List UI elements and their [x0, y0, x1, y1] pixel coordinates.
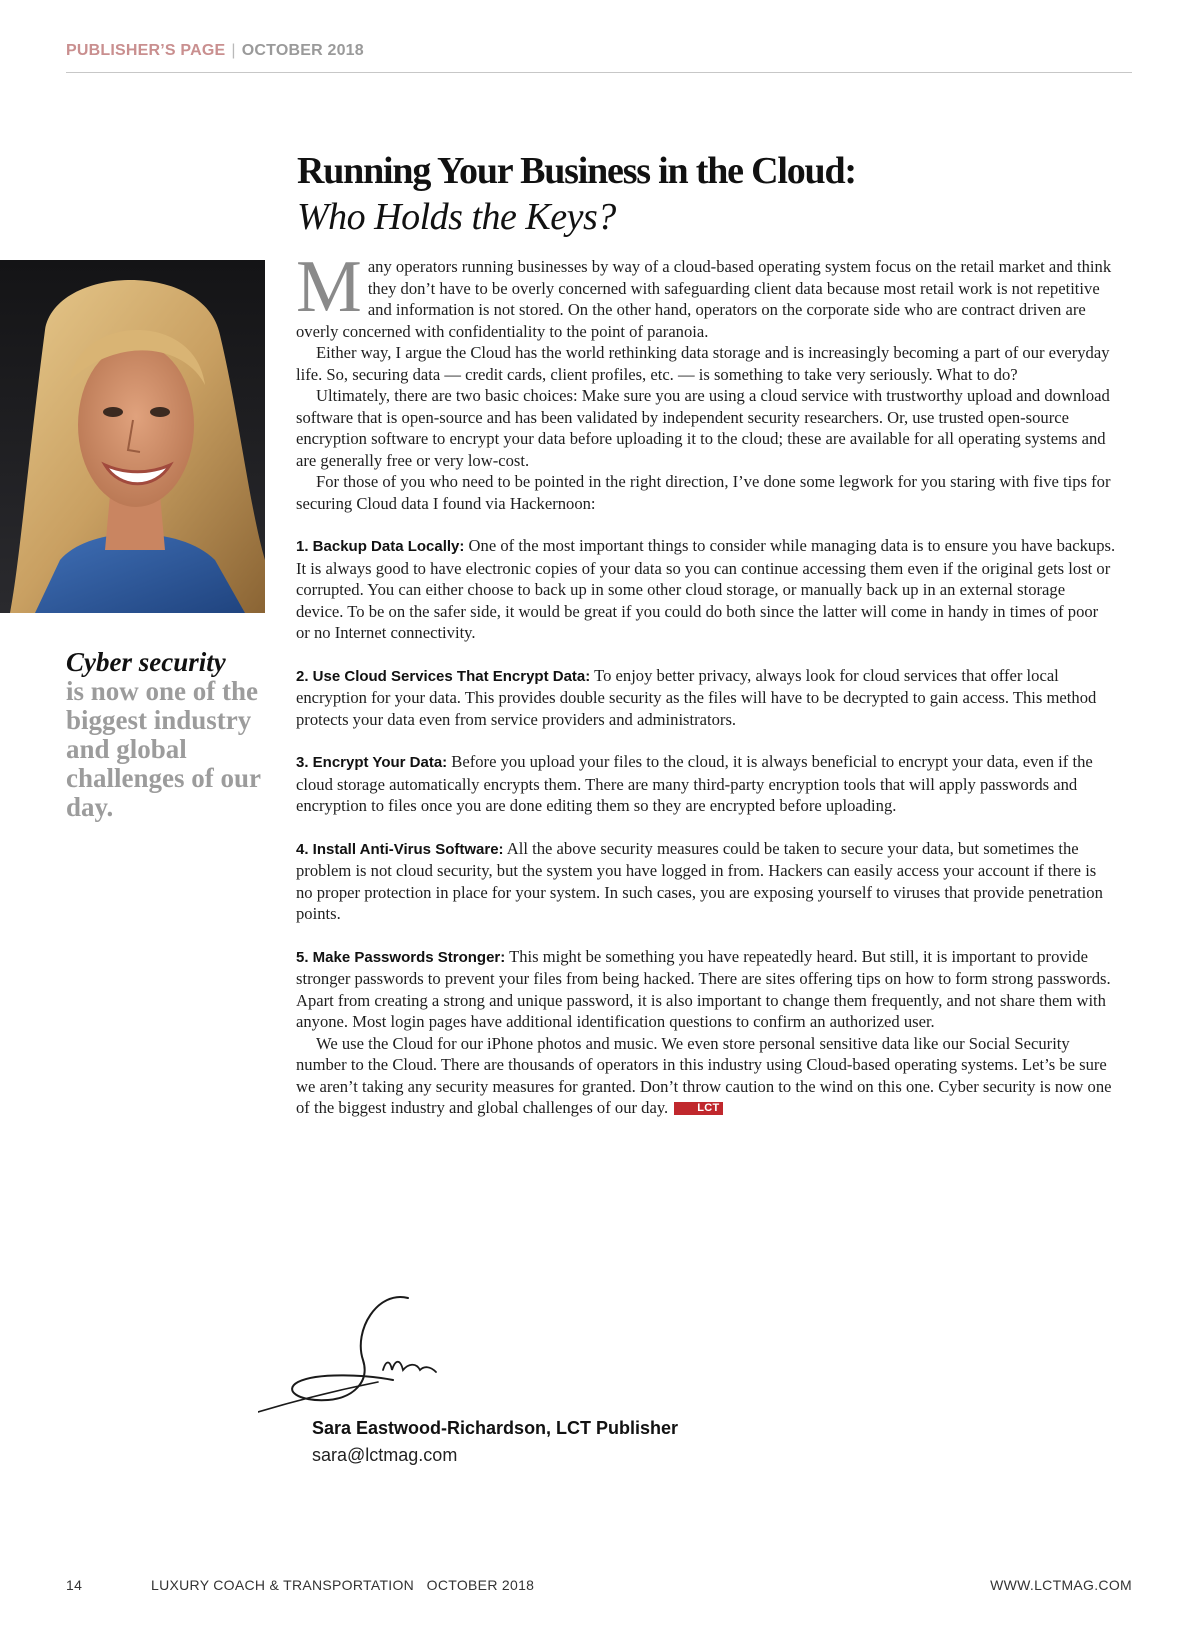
website-link[interactable]: WWW.LCTMAG.COM: [990, 1577, 1132, 1593]
tip-text: One of the most important things to consider while managing data is to ensure you have backups. It is always good to have electronic copies of your data so you can continue accessing them even if the original gets lost or corrupted. You can either choose to back up in some other cloud storage, or manually back up in an external storage device. To be on the safer side, it would be great if you could do both since the latter will come in handy in times of poor or no Internet connectivity.: [296, 536, 1116, 642]
author-photo: [0, 260, 265, 613]
tip-text: Before you upload your files to the cloud, it is always beneficial to encrypt your data, even if the cloud storage automatically encrypts them. There are many third-party encryption tools that will apply passwords and encryption to files once you are done editing them so they are encrypted before uploading.: [296, 752, 1093, 815]
paragraph-intro: [296, 246, 1116, 342]
page-number: 14: [66, 1577, 83, 1593]
portrait-illustration: [0, 260, 265, 613]
author-name: Sara Eastwood-Richardson, LCT Publisher: [312, 1418, 679, 1438]
tip-item: [296, 946, 1116, 1033]
tip-item: [296, 838, 1116, 925]
tip-item: [296, 665, 1116, 731]
issue-label: OCTOBER 2018: [241, 42, 364, 59]
publication-name: LUXURY COACH & TRANSPORTATION OCTOBER 2018: [151, 1577, 535, 1593]
pull-quote: [66, 648, 266, 822]
pull-quote-rest: is now one of the biggest industry and global challenges of our day.: [66, 676, 261, 822]
article-body: [296, 246, 1116, 1119]
tip-label: 4. Install Anti-Virus Software:: [296, 840, 504, 858]
header-separator: |: [231, 42, 236, 59]
paragraph: Ultimately, there are two basic choices: Make sure you are using a cloud service with trustworthy upload and download software that is open-source and has been validated by independent security researchers. Or, use trusted open-source encryption software to encrypt your data before uploading it to the cloud; these are available for all operating systems and are generally free or very low-cost.: [296, 386, 1110, 470]
drop-cap: M: [296, 246, 362, 328]
tip-item: [296, 751, 1116, 817]
tip-label: 1. Backup Data Locally:: [296, 538, 465, 555]
author-email[interactable]: sara@lctmag.com: [312, 1445, 458, 1465]
tip-label: 2. Use Cloud Services That Encrypt Data:: [296, 667, 591, 685]
tip-label: 5. Make Passwords Stronger:: [296, 948, 506, 966]
tip-item: [296, 535, 1116, 644]
header-divider: [66, 72, 1132, 73]
section-label: PUBLISHER’S PAGE: [66, 42, 226, 59]
paragraph: Either way, I argue the Cloud has the world rethinking data storage and is increasingly becoming a part of our everyday life. So, securing data — credit cards, client profiles, etc. — is something to take very seriously. What to do?: [296, 343, 1110, 384]
article-title: [297, 148, 1117, 240]
title-subtitle: Who Holds the Keys?: [297, 196, 616, 238]
pull-quote-lead: Cyber security: [66, 647, 226, 677]
tip-label: 3. Encrypt Your Data:: [296, 754, 448, 771]
tip-text: To enjoy better privacy, always look for cloud services that offer local encryption for your data. This provides double security as the files will have to be decrypted to gain access. This method protects your data even from service providers and administrators.: [296, 665, 1097, 729]
paragraph-closing: [296, 1033, 1116, 1119]
tip-text: This might be something you have repeatedly heard. But still, it is important to provide stronger passwords to prevent your files from being hacked. There are sites offering tips on how to form strong passwords. Apart from creating a strong and unique password, it is also important to change them frequently, and not share them with anyone. Most login pages have additional identification questions to confirm an authorized user.: [296, 946, 1111, 1031]
lct-end-badge: LCT: [674, 1102, 722, 1115]
page-header: [66, 42, 1132, 60]
tip-text: All the above security measures could be taken to secure your data, but sometimes the problem is not cloud security, but the system you have logged in from. Hackers can easily access your account if there is no proper protection in place for your system. In such cases, you are exposing yourself to viruses that provide penetration points.: [296, 838, 1103, 923]
handwritten-signature: [258, 1290, 458, 1420]
paragraph-text: any operators running businesses by way of a cloud-based operating system focus on the retail market and think they don’t have to be overly concerned with safeguarding client data because most retail work is not repetitive and information is not stored. On the other hand, operators on the corporate side who are contract driven are overly concerned with confidentiality to the point of paranoia.: [296, 257, 1112, 341]
title-main: Running Your Business in the Cloud:: [297, 150, 856, 192]
paragraph: For those of you who need to be pointed in the right direction, I’ve done some legwork for you staring with five tips for securing Cloud data I found via Hackernoon:: [296, 472, 1111, 513]
closing-text: We use the Cloud for our iPhone photos and music. We even store personal sensitive data like our Social Security number to the Cloud. There are thousands of operators in this industry using Cloud-based operating systems. Let’s be sure we aren’t taking any security measures for granted. Don’t throw caution to the wind on this one. Cyber security is now one of the biggest industry and global challenges of our day.: [296, 1033, 1112, 1117]
